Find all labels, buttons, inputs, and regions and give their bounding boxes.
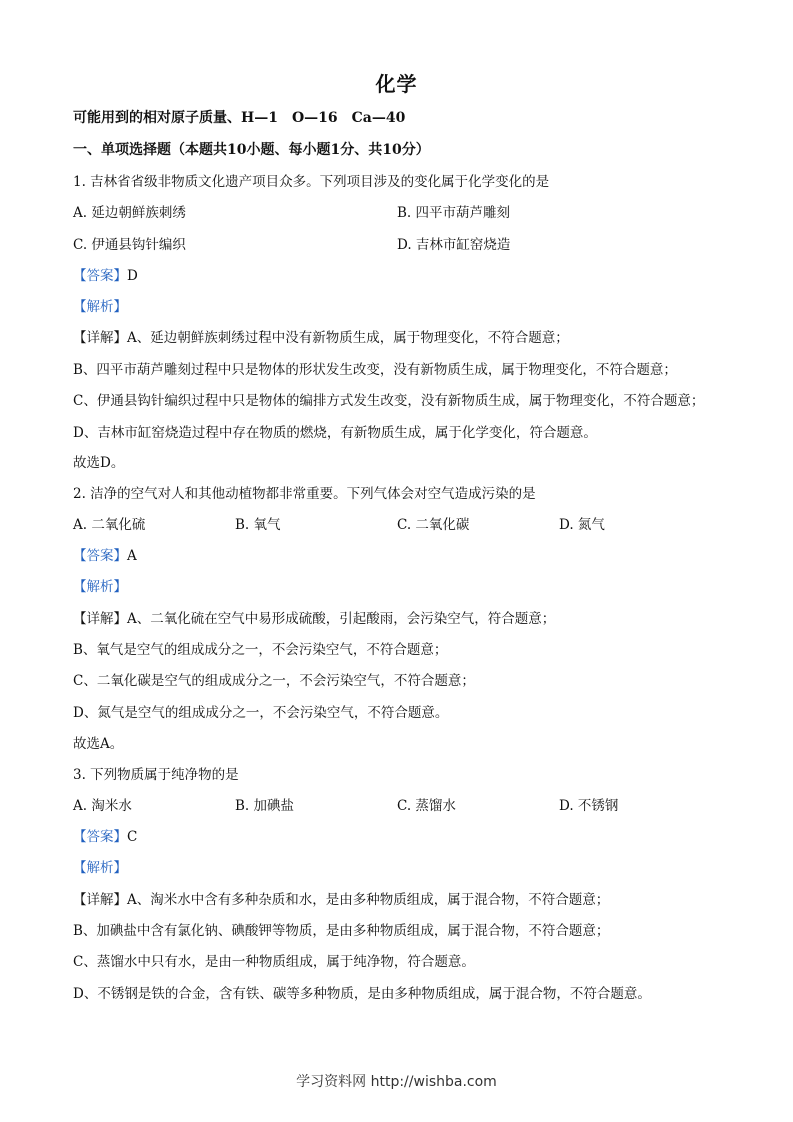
detail-tag: 【详解】 <box>73 330 127 346</box>
question-1-detail-b: B、四平市葫芦雕刻过程中只是物体的形状发生改变，没有新物质生成，属于物理变化，不符合题意； <box>73 362 677 378</box>
question-2-detail-c: C、二氧化碳是空气的组成成分之一，不会污染空气，不符合题意； <box>73 673 475 689</box>
question-1-answer <box>73 266 138 286</box>
page-footer: 学习资料网 http://wishba.com <box>296 1074 497 1090</box>
question-2-option-a: A. 二氧化硫 <box>73 517 146 533</box>
answer-tag: 【答案】 <box>73 829 127 845</box>
question-2-option-b: B. 氧气 <box>235 517 281 533</box>
answer-tag: 【答案】 <box>73 548 127 564</box>
question-1-detail-a <box>73 328 569 348</box>
question-3-stem: 3. 下列物质属于纯净物的是 <box>73 767 239 783</box>
question-1-option-d: D. 吉林市缸窑烧造 <box>397 237 511 253</box>
answer-value: C <box>127 829 138 845</box>
question-2-answer <box>73 546 137 566</box>
question-3-detail-a <box>73 890 609 910</box>
question-1-detail-d: D、吉林市缸窑烧造过程中存在物质的燃烧，有新物质生成，属于化学变化，符合题意。 <box>73 425 597 441</box>
question-2-stem: 2. 洁净的空气对人和其他动植物都非常重要。下列气体会对空气造成污染的是 <box>73 486 536 502</box>
question-1-stem: 1. 吉林省省级非物质文化遗产项目众多。下列项目涉及的变化属于化学变化的是 <box>73 174 550 190</box>
question-2-option-c: C. 二氧化碳 <box>397 517 470 533</box>
question-1-analysis-tag: 【解析】 <box>73 299 127 315</box>
question-2-detail-b: B、氧气是空气的组成成分之一，不会污染空气，不符合题意； <box>73 642 448 658</box>
question-3-option-d: D. 不锈钢 <box>559 798 619 814</box>
question-3-analysis-tag: 【解析】 <box>73 860 127 876</box>
question-2-detail-a <box>73 609 555 629</box>
question-3-option-c: C. 蒸馏水 <box>397 798 456 814</box>
question-2-conclusion: 故选A。 <box>73 736 124 752</box>
section-heading: 一、单项选择题（本题共10小题、每小题1分、共10分） <box>73 142 430 158</box>
answer-value: A <box>127 548 137 564</box>
question-2-option-d: D. 氮气 <box>559 517 605 533</box>
detail-text: A、二氧化硫在空气中易形成硫酸，引起酸雨，会污染空气，符合题意； <box>127 611 556 627</box>
detail-text: A、延边朝鲜族刺绣过程中没有新物质生成，属于物理变化，不符合题意； <box>127 330 569 346</box>
page-title: 化学 <box>375 72 418 96</box>
question-3-detail-c: C、蒸馏水中只有水，是由一种物质组成，属于纯净物，符合题意。 <box>73 954 475 970</box>
question-1-detail-c: C、伊通县钩针编织过程中只是物体的编排方式发生改变，没有新物质生成，属于物理变化，不符合题意； <box>73 393 705 409</box>
question-2-detail-d: D、氮气是空气的组成成分之一，不会污染空气，不符合题意。 <box>73 705 449 721</box>
question-3-option-a: A. 淘米水 <box>73 798 132 814</box>
question-1-option-b: B. 四平市葫芦雕刻 <box>397 205 511 221</box>
question-2-analysis-tag: 【解析】 <box>73 579 127 595</box>
detail-tag: 【详解】 <box>73 892 127 908</box>
question-3-detail-b: B、加碘盐中含有氯化钠、碘酸钾等物质，是由多种物质组成，属于混合物，不符合题意； <box>73 923 610 939</box>
answer-tag: 【答案】 <box>73 268 127 284</box>
question-1-option-c: C. 伊通县钩针编织 <box>73 237 186 253</box>
detail-tag: 【详解】 <box>73 611 127 627</box>
question-3-option-b: B. 加碘盐 <box>235 798 295 814</box>
atomic-mass-line: 可能用到的相对原子质量、H—1 O—16 Ca—40 <box>73 110 406 126</box>
detail-text: A、淘米水中含有多种杂质和水，是由多种物质组成，属于混合物，不符合题意； <box>127 892 610 908</box>
answer-value: D <box>127 268 138 284</box>
question-1-option-a: A. 延边朝鲜族刺绣 <box>73 205 186 221</box>
question-3-detail-d: D、不锈钢是铁的合金，含有铁、碳等多种物质，是由多种物质组成，属于混合物，不符合题意。 <box>73 986 651 1002</box>
question-1-conclusion: 故选D。 <box>73 455 125 471</box>
question-3-answer <box>73 827 137 847</box>
